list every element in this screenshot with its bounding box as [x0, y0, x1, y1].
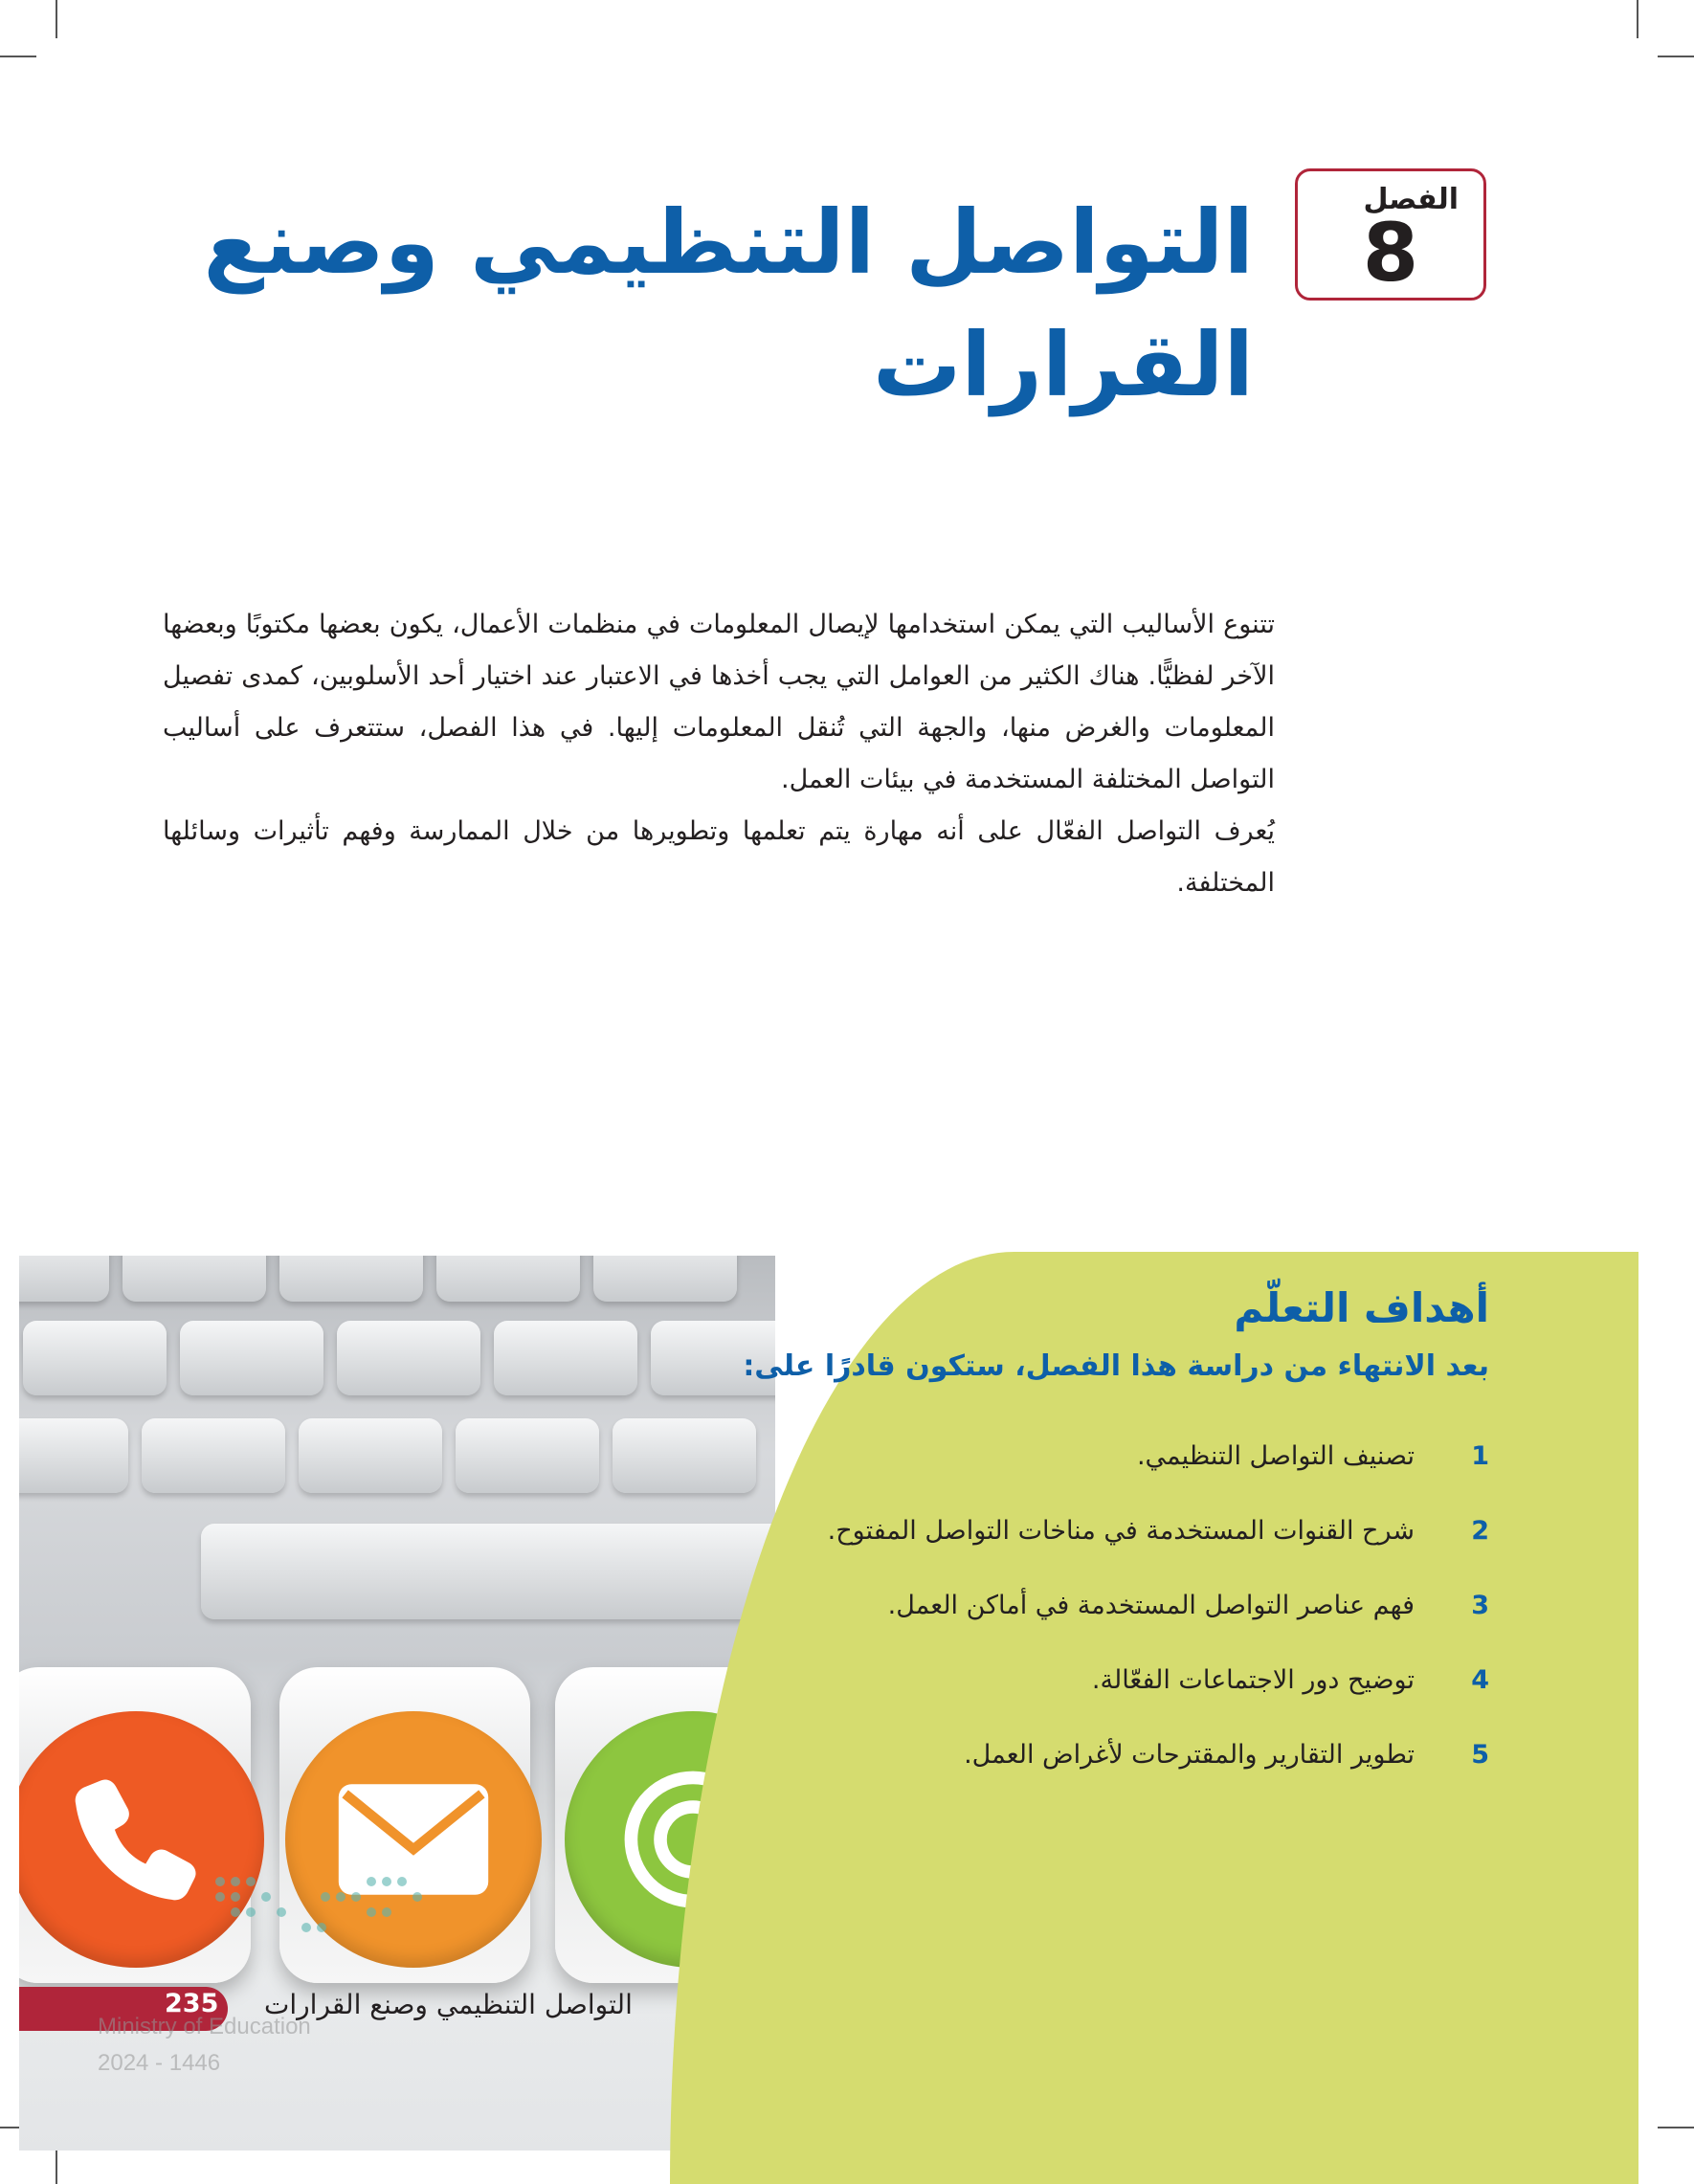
- objective-number: 4: [1471, 1664, 1489, 1695]
- intro-paragraph: تتنوع الأساليب التي يمكن استخدامها لإيصال المعلومات في منظمات الأعمال، يكون بعضها مكتوبًا وبعضها الآخر لفظيًّا. هناك الكثير من العوامل التي يجب أخذها في الاعتبار عند اختيار أحد الأسلوبين، كمدى تفصيل المعلومات والغرض منها، والجهة التي تُنقل المعلومات إليها. في هذا الفصل، ستتعرف على أساليب التواصل المختلفة المستخدمة في بيئات العمل.: [163, 610, 1275, 794]
- crop-mark: [0, 56, 36, 57]
- keyboard-key: [123, 1256, 266, 1302]
- objectives-subheading: بعد الانتهاء من دراسة هذا الفصل، ستكون قادرًا على:: [743, 1349, 1489, 1383]
- watermark-ministry: Ministry of Education: [98, 2014, 311, 2039]
- list-item: [819, 1717, 1489, 1792]
- intro-paragraph: يُعرف التواصل الفعّال على أنه مهارة يتم تعلمها وتطويرها من خلال الممارسة وفهم تأثيرات وسائلها المختلفة.: [163, 816, 1275, 898]
- ministry-logo-icon: [211, 1870, 450, 1947]
- keyboard-spacebar: [201, 1524, 775, 1619]
- objective-text: توضيح دور الاجتماعات الفعّالة.: [1091, 1664, 1415, 1695]
- list-item: [819, 1418, 1489, 1493]
- keyboard-key: [142, 1418, 285, 1493]
- objectives-list: [819, 1418, 1489, 1792]
- keyboard-key: [494, 1321, 637, 1395]
- objectives-heading: أهداف التعلّم: [1234, 1284, 1489, 1331]
- intro-text: [163, 599, 1275, 909]
- objective-text: فهم عناصر التواصل المستخدمة في أماكن العمل.: [887, 1590, 1415, 1620]
- chapter-number: 8: [1362, 206, 1419, 300]
- keyboard-key: [23, 1321, 167, 1395]
- chapter-title: التواصل التنظيمي وصنع القرارات: [203, 191, 1254, 416]
- keyboard-key: [279, 1256, 423, 1302]
- keyboard-key: [436, 1256, 580, 1302]
- list-item: [819, 1568, 1489, 1642]
- objective-text: تصنيف التواصل التنظيمي.: [1136, 1440, 1415, 1471]
- keyboard-key: [19, 1418, 128, 1493]
- objective-number: 3: [1471, 1590, 1489, 1620]
- crop-mark: [56, 0, 57, 38]
- objective-number: 2: [1471, 1515, 1489, 1546]
- crop-mark: [1637, 0, 1638, 38]
- crop-mark: [1658, 2127, 1694, 2128]
- keyboard-key: [180, 1321, 323, 1395]
- chapter-label: الفصل: [1363, 183, 1459, 216]
- watermark-year: 2024 - 1446: [98, 2050, 221, 2076]
- list-item: [819, 1493, 1489, 1568]
- keyboard-key: [613, 1418, 756, 1493]
- objective-text: شرح القنوات المستخدمة في مناخات التواصل المفتوح.: [827, 1515, 1415, 1546]
- keyboard-key: [19, 1256, 109, 1302]
- list-item: [819, 1642, 1489, 1717]
- keyboard-spacebar-row: [57, 1524, 775, 1619]
- keyboard-key: [593, 1256, 737, 1302]
- keyboard-keys: [19, 1256, 737, 1302]
- crop-mark: [1658, 56, 1694, 57]
- keyboard-key: [299, 1418, 442, 1493]
- keyboard-key: [337, 1321, 480, 1395]
- crop-mark: [56, 2146, 57, 2184]
- chapter-badge: [1295, 168, 1486, 301]
- page-number: 235: [165, 1989, 219, 2018]
- objective-number: 5: [1471, 1739, 1489, 1770]
- keyboard-keys: [38, 1321, 775, 1395]
- objective-number: 1: [1471, 1440, 1489, 1471]
- footer-chapter-title: التواصل التنظيمي وصنع القرارات: [264, 1989, 633, 2020]
- keyboard-key: [456, 1418, 599, 1493]
- keyboard-keys: [19, 1418, 756, 1493]
- objective-text: تطوير التقارير والمقترحات لأغراض العمل.: [964, 1739, 1415, 1770]
